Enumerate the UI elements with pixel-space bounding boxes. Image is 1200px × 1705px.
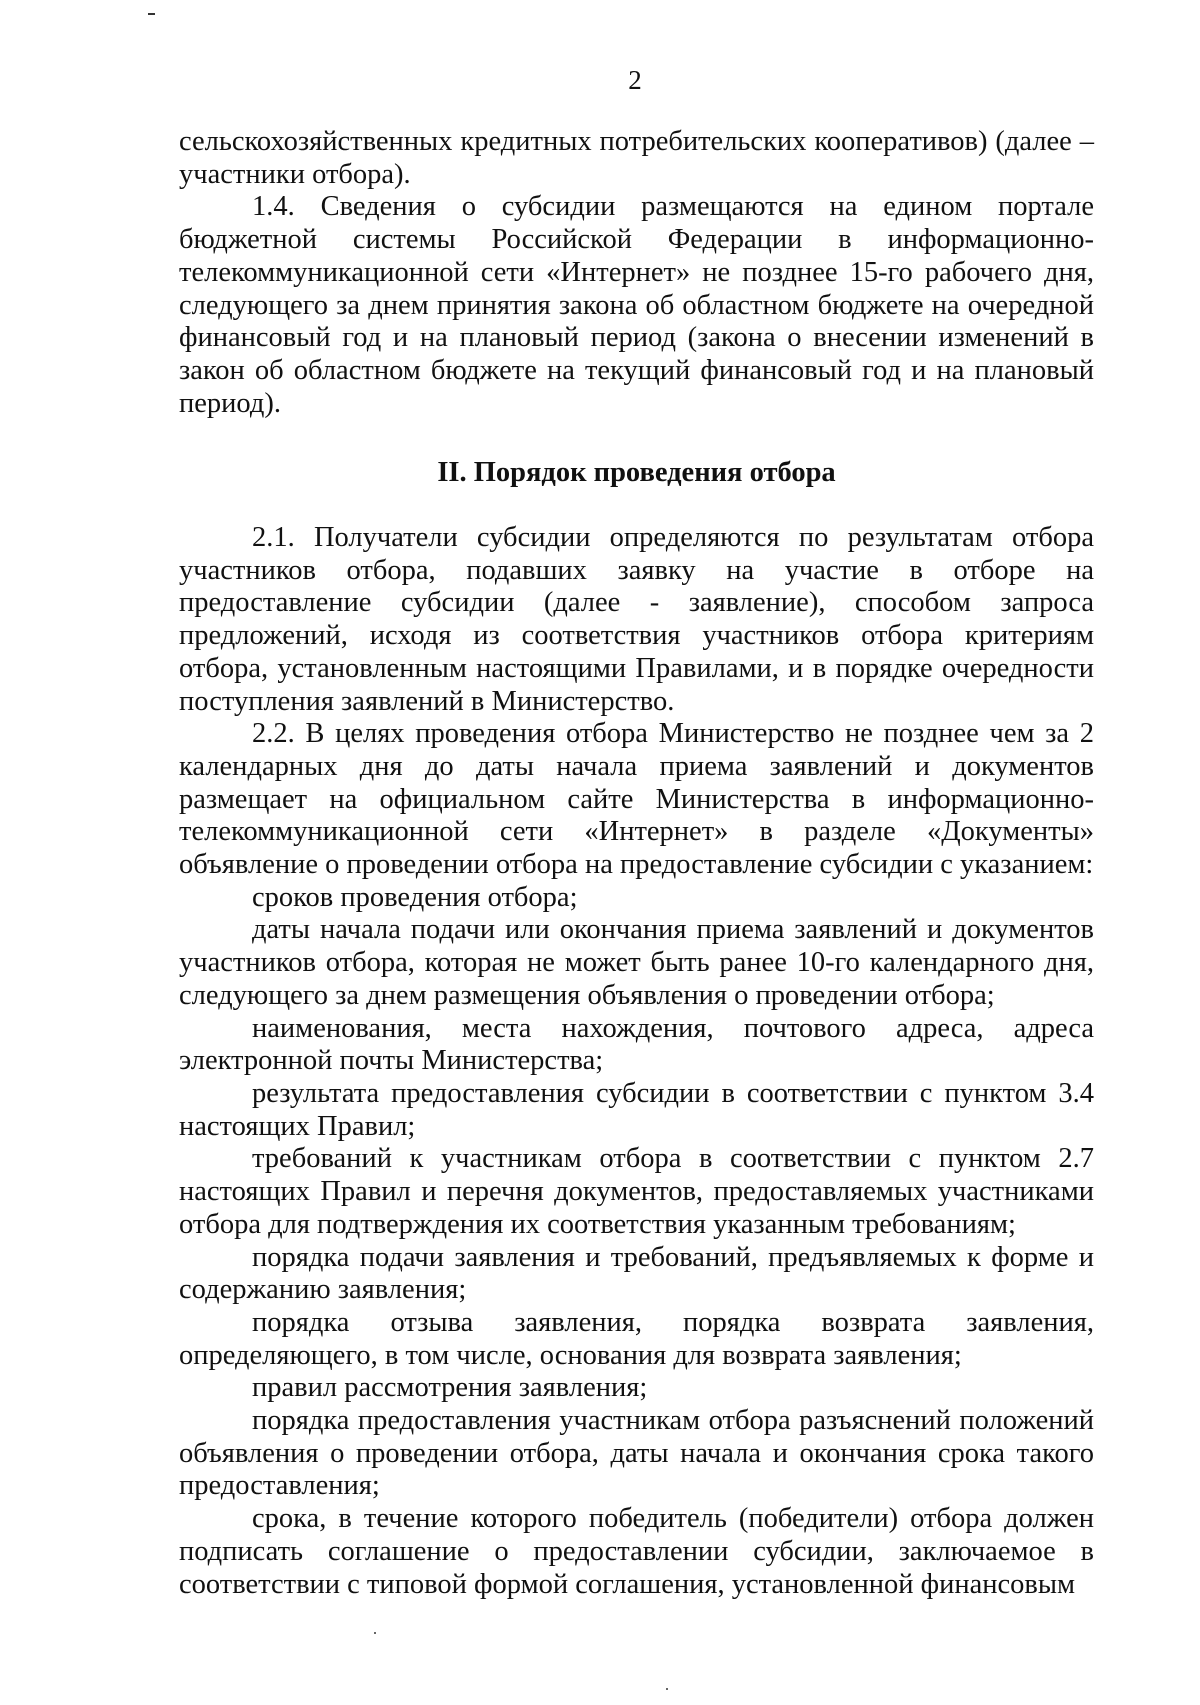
list-item: наименования, места нахождения, почтового адреса, адреса электронной почты Министерства; [179,1012,1094,1077]
section-heading: II. Порядок проведения отбора [437,457,836,489]
list-item: порядка предоставления участникам отбора разъяснений положений объявления о проведении отбора, даты начала и окончания срока такого предоставления; [179,1405,1094,1502]
list-item: порядка подачи заявления и требований, предъявляемых к форме и содержанию заявления; [179,1241,1094,1306]
paragraph-2-1: 2.1. Получатели субсидии определяются по результатам отбора участников отбора, подавших заявку на участие в отборе на предоставление субсидии (далее - заявление), способом запроса предложений, исходя из соответствия участников отбора критериям отбора, установленным настоящими Правилами, и в порядке очередности поступления заявлений в Министерство. [179,522,1094,717]
scan-speck [374,1632,376,1634]
list-item: срока, в течение которого победитель (победители) отбора должен подписать соглашение о предоставлении субсидии, заключаемое в соответствии с типовой формой соглашения, установленной финансовым [179,1503,1094,1600]
list-item: даты начала подачи или окончания приема заявлений и документов участников отбора, которая не может быть ранее 10-го календарного дня, следующего за днем размещения объявления о проведении отбора; [179,914,1094,1011]
scan-speck [666,1688,668,1690]
list-item: результата предоставления субсидии в соответствии с пунктом 3.4 настоящих Правил; [179,1077,1094,1142]
paragraph-continuation: сельскохозяйственных кредитных потребительских кооперативов) (далее – участники отбора). [179,126,1094,190]
list-item: сроков проведения отбора; [252,881,578,913]
document-body [179,126,1094,1601]
list-item: требований к участникам отбора в соответствии с пунктом 2.7 настоящих Правил и перечня документов, предоставляемых участниками отбора для подтверждения их соответствия указанным требованиям; [179,1143,1094,1240]
scan-mark [148,13,155,15]
paragraph-1-4: 1.4. Сведения о субсидии размещаются на едином портале бюджетной системы Российской Федерации в информационно-телекоммуникационной сети «Интернет» не позднее 15-го рабочего дня, следующего за днем принятия закона об областном бюджете на очередной финансовый год и на плановый период (закона о внесении изменений в закон об областном бюджете на текущий финансовый год и на плановый период). [179,191,1094,419]
list-item: порядка отзыва заявления, порядка возврата заявления, определяющего, в том числе, основания для возврата заявления; [179,1306,1094,1371]
paragraph-2-2: 2.2. В целях проведения отбора Министерство не позднее чем за 2 календарных дня до даты начала приема заявлений и документов размещает на официальном сайте Министерства в информационно-телекоммуникационной сети «Интернет» в разделе «Документы» объявление о проведении отбора на предоставление субсидии с указанием: [179,718,1094,881]
page-number: 2 [628,65,642,95]
list-item: правил рассмотрения заявления; [252,1372,648,1404]
